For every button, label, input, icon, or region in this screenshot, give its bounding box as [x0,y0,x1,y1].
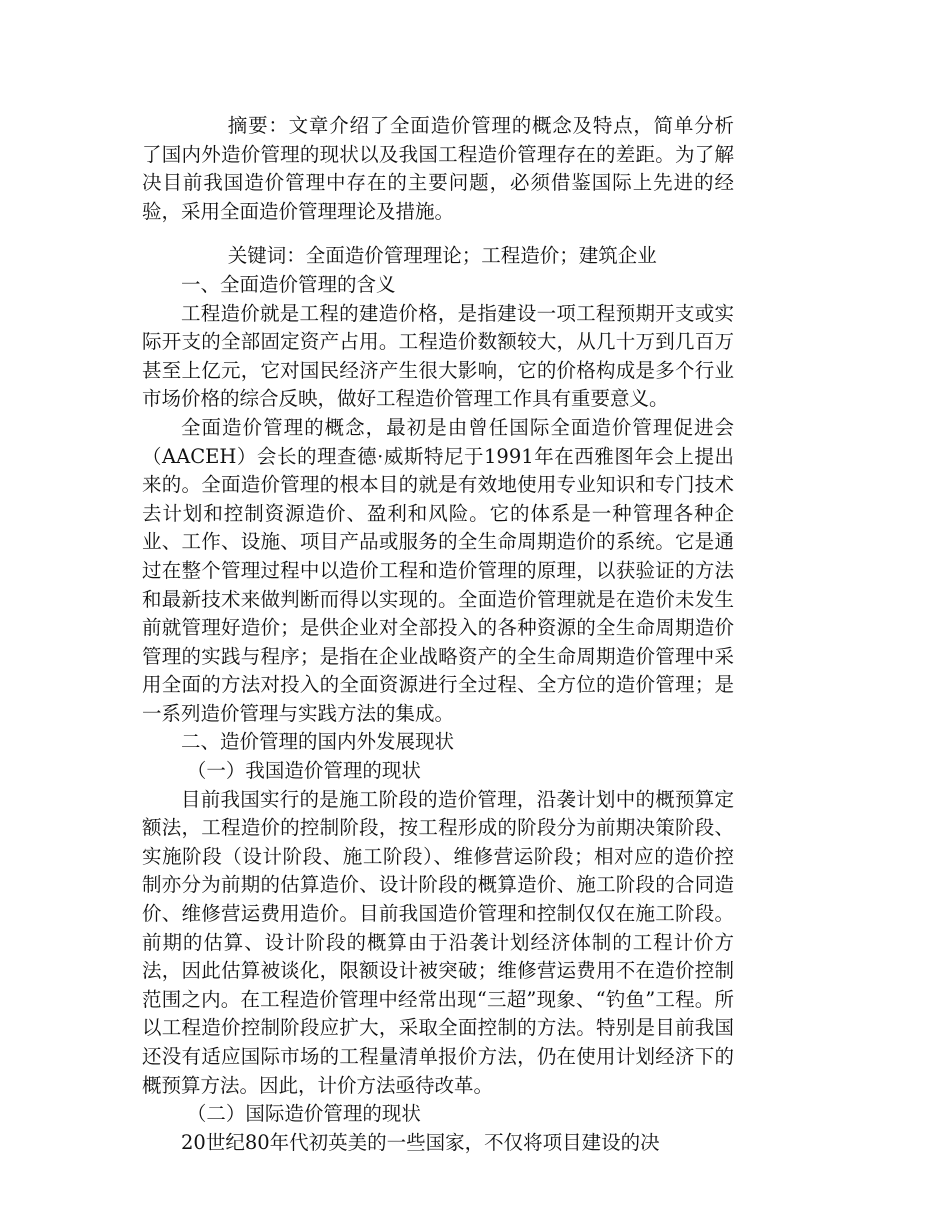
section-2-subheading-1: （一）我国造价管理的现状 [186,759,421,783]
abstract-paragraph: 摘要：文章介绍了全面造价管理的概念及特点，简单分析了国内外造价管理的现状以及我国工程造价管理存在的差距。为了解决目前我国造价管理中存在的主要问题，必须借鉴国际上先进的经验，采用全面造价管理理论及措施。 [142,114,734,223]
section-1-paragraph-1: 工程造价就是工程的建造价格，是指建设一项工程预期开支或实际开支的全部固定资产占用。工程造价数额较大，从几十万到几百万甚至上亿元，它对国民经济产生很大影响，它的价格构成是多个行业市场价格的综合反映，做好工程造价管理工作具有重要意义。 [142,301,734,411]
keywords-line: 关键词：全面造价管理理论；工程造价；建筑企业 [227,244,657,268]
section-2-heading: 二、造价管理的国内外发展现状 [181,730,455,754]
section-1-heading: 一、全面造价管理的含义 [181,272,396,296]
section-2-sub-2-paragraph: 20世纪80年代初英美的一些国家，不仅将项目建设的决 [181,1130,660,1154]
section-2-subheading-2: （二）国际造价管理的现状 [186,1102,421,1126]
section-2-sub-1-paragraph: 目前我国实行的是施工阶段的造价管理，沿袭计划中的概预算定额法，工程造价的控制阶段，按工程形成的阶段分为前期决策阶段、实施阶段（设计阶段、施工阶段）、维修营运阶段；相对应的造价控制亦分为前期的估算造价、设计阶段的概算造价、施工阶段的合同造价、维修营运费用造价。目前我国造价管理和控制仅仅在施工阶段。前期的估算、设计阶段的概算由于沿袭计划经济体制的工程计价方法，因此估算被谈化，限额设计被突破；维修营运费用不在造价控制范围之内。在工程造价管理中经常出现“三超”现象、“钓鱼”工程。所以工程造价控制阶段应扩大，采取全面控制的方法。特别是目前我国还没有适应国际市场的工程量清单报价方法，仍在使用计划经济下的概预算方法。因此，计价方法亟待改革。 [142,787,734,1097]
document-body [142,112,734,1157]
section-1-paragraph-2: 全面造价管理的概念，最初是由曾任国际全面造价管理促进会（AACEH）会长的理查德·威斯特尼于1991年在西雅图年会上提出来的。全面造价管理的根本目的就是有效地使用专业知识和专门技术去计划和控制资源造价、盈利和风险。它的体系是一种管理各种企业、工作、设施、项目产品或服务的全生命周期造价的系统。它是通过在整个管理过程中以造价工程和造价管理的原理，以获验证的方法和最新技术来做判断而得以实现的。全面造价管理就是在造价未发生前就管理好造价；是供企业对全部投入的各种资源的全生命周期造价管理的实践与程序；是指在企业战略资产的全生命周期造价管理中采用全面的方法对投入的全面资源进行全过程、全方位的造价管理；是一系列造价管理与实践方法的集成。 [142,415,734,725]
